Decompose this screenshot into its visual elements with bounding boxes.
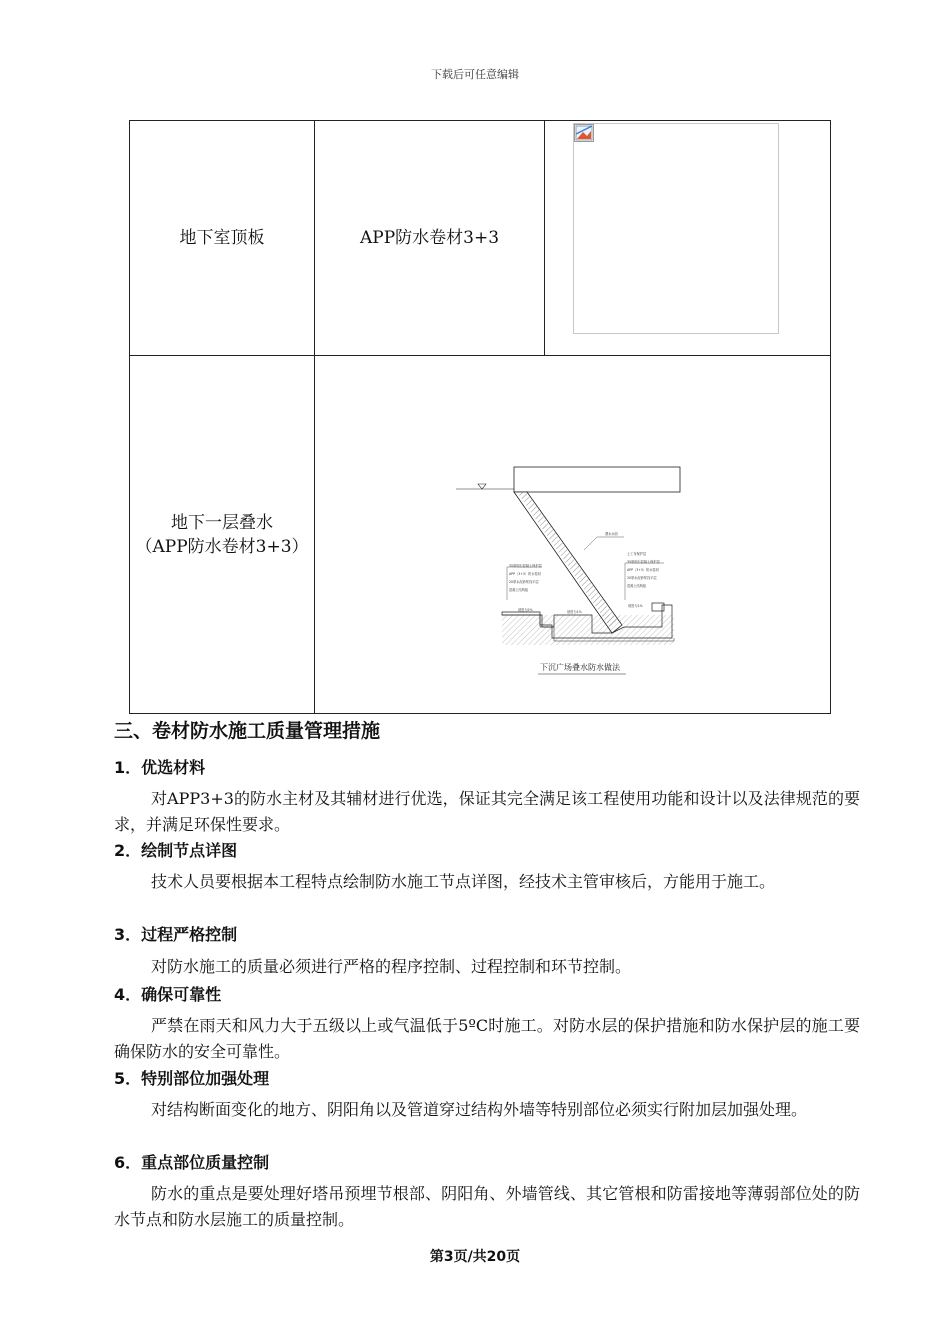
drawing-note: 35厚细石混凝土保护层 (627, 560, 660, 564)
drawing-label: 坡度为2% (518, 608, 533, 612)
table-cell-material (315, 121, 544, 355)
location-text: 地下室顶板 (179, 228, 265, 248)
paragraph: 对APP3+3的防水主材及其辅材进行优选，保证其完全满足该工程使用功能和设计以及法律规范的要求，并满足环保性要求。 (114, 789, 860, 834)
paragraph: 对结构断面变化的地方、阴阳角以及管道穿过结构外墙等特别部位必须实行附加层加强处理。 (151, 1100, 808, 1119)
table-cell-location (130, 121, 314, 355)
detail-image-placeholder (573, 123, 779, 334)
drawing-label: 坡度为1% (628, 604, 643, 608)
subsection-heading: 1．优选材料 (114, 758, 206, 777)
table-cell-location (130, 356, 314, 714)
drawing-note: 混凝土结构板 (627, 584, 647, 588)
section-title: 三、卷材防水施工质量管理措施 (114, 720, 381, 742)
broken-image-icon (574, 124, 594, 142)
page-number: 第3页/共20页 (429, 1249, 521, 1265)
drawing-note: 35厚细石混凝土保护层 (509, 564, 542, 568)
drawing-note: APP（3+3）防水卷材 (627, 568, 659, 572)
drawing-note: 土工布保护层 (627, 552, 647, 556)
drawing-caption: 下沉广场叠水防水做法 (540, 663, 620, 672)
subsection-heading: 5．特别部位加强处理 (114, 1069, 270, 1088)
paragraph: 防水的重点是要处理好塔吊预埋节根部、阴阳角、外墙管线、其它管根和防雷接地等薄弱部位处的防水节点和防水层施工的质量控制。 (114, 1184, 860, 1229)
drawing-note: 20厚水泥砂浆找平层 (627, 576, 657, 580)
drawing-label: 叠水水面 (605, 532, 618, 536)
paragraph: 技术人员要根据本工程特点绘制防水施工节点详图，经技术主管审核后，方能用于施工。 (151, 872, 776, 891)
drawing-label: 坡度为1% (567, 610, 582, 614)
drawing-note: APP（3+3）防水卷材 (509, 572, 541, 576)
location-subtext: （APP防水卷材3+3） (135, 537, 309, 557)
subsection-heading: 3．过程严格控制 (114, 925, 238, 944)
waterfall-section-drawing (322, 455, 702, 685)
subsection-heading: 4．确保可靠性 (114, 985, 222, 1004)
drawing-note: 混凝土结构板 (509, 588, 529, 592)
paragraph: 对防水施工的质量必须进行严格的程序控制、过程控制和环节控制。 (151, 957, 632, 976)
subsection-heading: 2．绘制节点详图 (114, 841, 238, 860)
subsection-heading: 6．重点部位质量控制 (114, 1153, 270, 1172)
material-text: APP防水卷材3+3 (359, 228, 500, 248)
drawing-note: 20厚水泥砂浆找平层 (509, 580, 539, 584)
paragraph: 严禁在雨天和风力大于五级以上或气温低于5ºC时施工。对防水层的保护措施和防水保护层的施工要确保防水的安全可靠性。 (114, 1016, 860, 1061)
location-text: 地下一层叠水 (171, 513, 273, 533)
page-header: 下载后可任意编辑 (431, 68, 519, 81)
table-divider (544, 121, 545, 356)
